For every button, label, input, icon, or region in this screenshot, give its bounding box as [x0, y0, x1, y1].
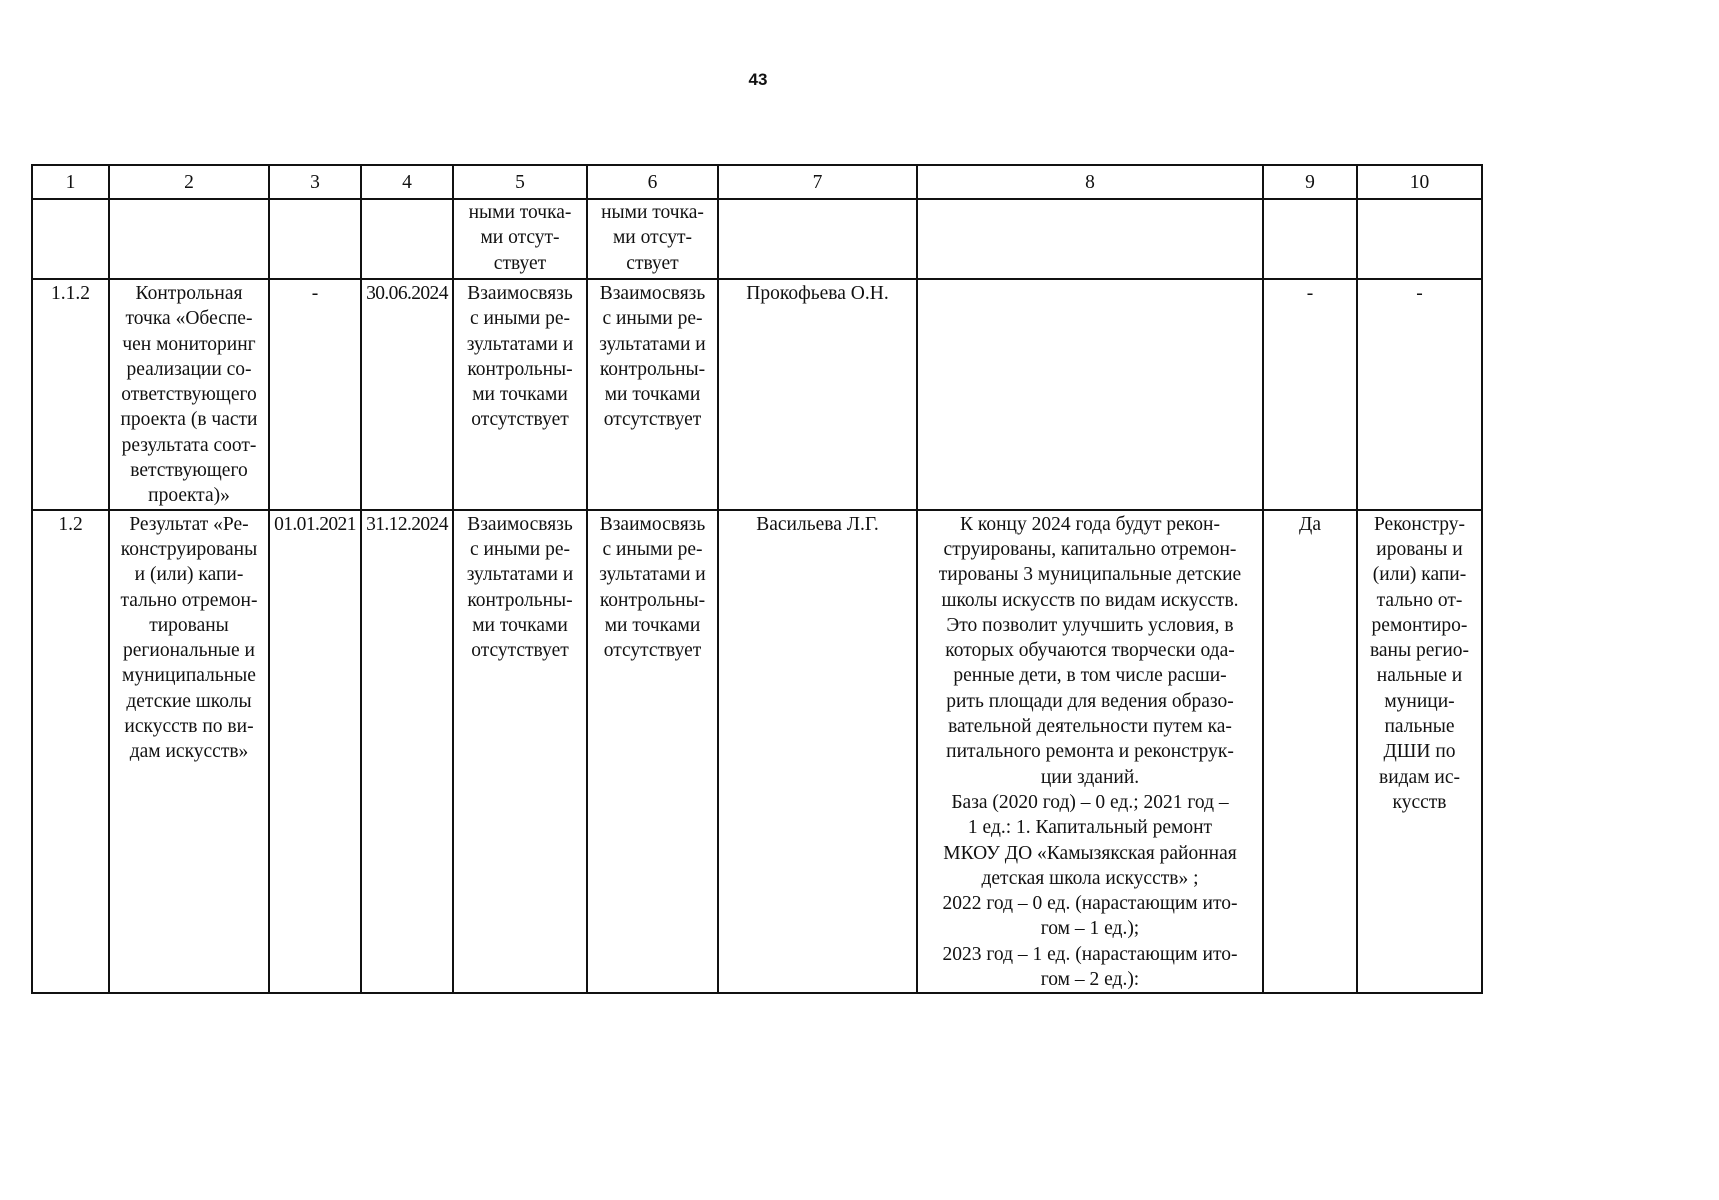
cell-text-line: детская школа искусств» ;	[981, 867, 1199, 889]
cell-text-line: ремонтиро-	[1371, 614, 1468, 636]
column-number: 2	[109, 165, 269, 199]
cell-text-line: К концу 2024 года будут рекон-	[960, 513, 1220, 535]
cell-text-line: тально отремон-	[120, 589, 258, 611]
cell-text-line: Взаимосвязь	[467, 513, 573, 535]
cell-text-line: ными точка-	[601, 202, 704, 223]
cell-flag: -	[1263, 279, 1357, 510]
cell-result	[1357, 279, 1482, 510]
cell-text-line: с иными ре-	[602, 308, 703, 330]
column-number-row	[32, 165, 1482, 199]
cell-text-line: Результат «Ре-	[129, 513, 249, 535]
cell-text-line: питального ремонта и реконструк-	[946, 741, 1234, 763]
cell-text-line: кусств	[1392, 791, 1447, 813]
cell-text-line: ированы и	[1376, 538, 1463, 560]
cell-text-line: проекта (в части	[120, 409, 258, 431]
cell-text-line: нальные и	[1376, 665, 1463, 687]
cell-text-line: чен мониторинг	[122, 333, 256, 355]
cell-text-line: результата соот-	[121, 434, 257, 456]
cell-text-line: с иными ре-	[602, 538, 703, 560]
page-number: 43	[748, 70, 768, 89]
cell-text-line: вательной деятельности путем ка-	[948, 716, 1232, 738]
cell-successors	[587, 199, 718, 279]
column-number: 7	[718, 165, 917, 199]
cell-text-line: Взаимосвязь	[467, 283, 573, 304]
cell-responsible: Васильева Л.Г.	[718, 510, 917, 994]
cell-text-line: пальные	[1384, 716, 1455, 738]
cell-text-line: тально от-	[1376, 589, 1463, 611]
cell-text-line: ствует	[493, 252, 547, 274]
cell-text-line: дам искусств»	[129, 741, 249, 763]
plan-table	[31, 164, 1483, 994]
cell-text-line: видам ис-	[1378, 766, 1461, 788]
cell-text-line: ми точками	[472, 384, 568, 406]
cell-text-line: 2022 год – 0 ед. (нарастающим ито-	[942, 893, 1238, 915]
cell-description	[917, 199, 1263, 279]
cell-flag	[1263, 199, 1357, 279]
cell-text-line: отсутствует	[471, 409, 569, 431]
cell-text-line: Это позволит улучшить условия, в	[946, 614, 1234, 636]
cell-text-line: с иными ре-	[469, 308, 571, 330]
cell-text-line: детские школы	[126, 690, 252, 712]
cell-predecessors	[453, 279, 587, 510]
cell-text-line: ции зданий.	[1040, 766, 1140, 788]
cell-text-line: ными точка-	[468, 202, 572, 223]
cell-description	[917, 279, 1263, 510]
cell-text-line: проекта)»	[148, 485, 230, 507]
cell-predecessors	[453, 199, 587, 279]
table-row	[32, 279, 1482, 510]
cell-text-line: тированы 3 муниципальные детские	[938, 564, 1242, 586]
cell-text-line: отсутствует	[603, 640, 702, 662]
cell-text-line: с иными ре-	[469, 538, 571, 560]
cell-number: 1.2	[32, 510, 109, 994]
cell-text-line: Контрольная	[135, 283, 243, 304]
cell-text-line: зультатами и	[599, 564, 706, 586]
cell-text-line: Реконстру-	[1373, 513, 1466, 535]
cell-text-line: рить площади для ведения образо-	[946, 690, 1234, 712]
cell-text-line: контрольны-	[599, 589, 706, 611]
column-number: 8	[917, 165, 1263, 199]
column-number: 4	[361, 165, 453, 199]
cell-text-line: точка «Обеспе-	[125, 308, 253, 330]
cell-start-date: 01.01.2021	[269, 510, 361, 994]
table-row	[32, 199, 1482, 279]
cell-text-line: База (2020 год) – 0 ед.; 2021 год –	[951, 791, 1229, 813]
cell-text-line: 2023 год – 1 ед. (нарастающим ито-	[942, 943, 1238, 965]
cell-number: 1.1.2	[32, 279, 109, 510]
cell-text-line: ветствующего	[130, 460, 248, 482]
cell-text-line: МКОУ ДО «Камызякская районная	[943, 842, 1237, 864]
cell-text-line: ми точками	[604, 614, 701, 636]
cell-text-line: -	[1416, 283, 1423, 304]
cell-name	[109, 279, 269, 510]
cell-text-line: школы искусств по видам искусств.	[941, 589, 1239, 611]
cell-text-line: зультатами и	[599, 333, 706, 355]
cell-text-line: контрольны-	[467, 358, 573, 380]
cell-end-date: 31.12.2024	[361, 510, 453, 994]
column-number: 1	[32, 165, 109, 199]
cell-text-line: региональные и	[123, 640, 255, 662]
cell-text-line: муниципальные	[122, 665, 256, 687]
cell-text-line: гом – 2 ед.):	[1040, 969, 1140, 991]
cell-start-date: -	[269, 279, 361, 510]
cell-text-line: искусств по ви-	[124, 716, 254, 738]
cell-text-line: ми точками	[472, 614, 568, 636]
cell-text-line: ми точками	[604, 384, 701, 406]
cell-text-line: реализации со-	[126, 358, 252, 380]
cell-text-line: которых обучаются творчески ода-	[945, 640, 1235, 662]
cell-text-line: ренные дети, в том числе расши-	[953, 665, 1227, 687]
column-number: 5	[453, 165, 587, 199]
cell-text-line: ответствующего	[121, 384, 257, 406]
cell-text-line: Взаимосвязь	[599, 513, 706, 535]
cell-text-line: контрольны-	[599, 358, 706, 380]
cell-text-line: отсутствует	[471, 640, 569, 662]
column-number: 6	[587, 165, 718, 199]
cell-result	[1357, 510, 1482, 994]
cell-flag: Да	[1263, 510, 1357, 994]
table-row	[32, 510, 1482, 994]
cell-name	[109, 510, 269, 994]
cell-text-line: ми отсут-	[480, 227, 560, 249]
cell-end-date: 30.06.2024	[361, 279, 453, 510]
cell-text-line: (или) капи-	[1372, 564, 1467, 586]
cell-text-line: ДШИ по	[1383, 741, 1456, 763]
cell-text-line: ваны регио-	[1369, 640, 1470, 662]
cell-text-line: зультатами и	[466, 564, 574, 586]
cell-text-line: отсутствует	[603, 409, 702, 431]
cell-end-date	[361, 199, 453, 279]
cell-text-line: ми отсут-	[612, 227, 693, 249]
cell-text-line: и (или) капи-	[134, 564, 244, 586]
cell-text-line: контрольны-	[467, 589, 573, 611]
column-number: 9	[1263, 165, 1357, 199]
cell-text-line: тированы	[149, 614, 229, 636]
cell-number	[32, 199, 109, 279]
cell-text-line: Взаимосвязь	[599, 283, 706, 304]
cell-successors	[587, 510, 718, 994]
cell-text-line: гом – 1 ед.);	[1040, 918, 1140, 940]
column-number: 10	[1357, 165, 1482, 199]
cell-text-line: муници-	[1384, 690, 1455, 712]
cell-description	[917, 510, 1263, 994]
cell-name	[109, 199, 269, 279]
cell-text-line: 1 ед.: 1. Капитальный ремонт	[967, 817, 1213, 839]
cell-text-line: струированы, капитально отремон-	[943, 538, 1237, 560]
cell-responsible: Прокофьева О.Н.	[718, 279, 917, 510]
cell-successors	[587, 279, 718, 510]
cell-text-line: зультатами и	[466, 333, 574, 355]
cell-text-line: конструированы	[120, 538, 258, 560]
cell-result	[1357, 199, 1482, 279]
cell-predecessors	[453, 510, 587, 994]
cell-responsible	[718, 199, 917, 279]
cell-start-date	[269, 199, 361, 279]
cell-text-line: ствует	[626, 252, 679, 274]
column-number: 3	[269, 165, 361, 199]
